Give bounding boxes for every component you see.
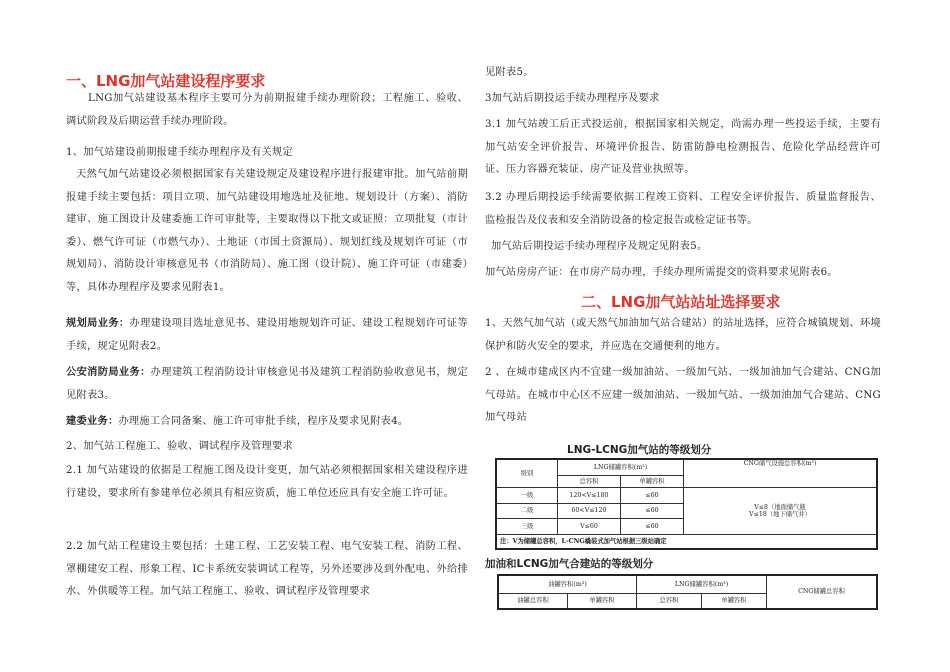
build-text: 办理施工合同备案、施工许可审批手续，程序及要求见附表4。 <box>118 416 409 427</box>
header-single-volume: 单罐容积 <box>621 476 684 488</box>
table-2-caption: 加油和LCNG加气合建站的等级划分 <box>485 558 654 570</box>
build-paragraph <box>66 411 468 434</box>
header-oil-single: 单罐容积 <box>568 593 637 609</box>
subsection-1-title: 1、加气站建设前期报建手续办理程序及有关规定 <box>66 147 294 158</box>
grade-table-2 <box>497 574 878 610</box>
planning-text: 办理建设项目选址意见书、建设用地规划许可证、建设工程规划许可证等手续，规定见附表2。 <box>66 318 468 352</box>
intro-paragraph: LNG加气站建设基本程序主要可分为前期报建手续办理阶段；工程施工、验收、调试阶段及后期运营手续办理阶段。 <box>66 93 468 127</box>
table-1-caption: LNG-LCNG加气站的等级划分 <box>567 444 712 456</box>
total-cell: 120<V≤180 <box>558 488 621 504</box>
header-oil-volume: 油罐容积(m³) <box>498 575 637 593</box>
cng-limit-2: V≤18（地下储气井） <box>749 511 811 519</box>
cng-limit-1: V≤8（地面储气瓶 <box>754 503 806 511</box>
header-cng-volume: CNG储气设施总容积(m³) <box>684 459 878 488</box>
table-1-note: 注：V为储罐总容积，L-CNG橇装式加气站根据三级站确定 <box>496 535 877 550</box>
subsection-2-title: 2、加气站工程施工、验收、调试程序及管理要求 <box>66 441 294 452</box>
subsection-1-body: 天然气加气站建设必须根据国家有关建设规定及建设程序进行报建审批。加气站前期报建手续主要包括：项目立项、加气站建设用地选址及征地、规划设计（方案）、消防建审、施工图设计及建委施工许可审批等，主要取得以下批文或证照：立项批复（市计委）、燃气许可证（市燃气办）、土地证（市国土资源局）、规划红线及规划许可证（市规划局）、消防设计审核意见书（市消防局）、施工图（设计院）、施工许可证（市建委）等，具体办理程序及要求见附表1。 <box>66 169 468 293</box>
subsection-3-2: 3.2 办理后期投运手续需要依据工程竣工资料、工程安全评价报告、质量监督报告、监检报告及仪表和安全消防设备的检定报告或检定证书等。 <box>485 192 881 226</box>
grade-cell: 三级 <box>496 519 558 535</box>
single-cell: ≤60 <box>621 519 684 535</box>
table-row <box>496 488 877 504</box>
site-rule-1: 1、天然气加气站（或天然气加油加气站合建站）的站址选择，应符合城镇规划、环境保护和防火安全的要求，并应选在交通便利的地方。 <box>485 318 881 352</box>
header-lng-total: 总容积 <box>637 593 702 609</box>
cng-limit-cell <box>684 488 878 535</box>
grade-cell: 一级 <box>496 488 558 504</box>
header-lng-volume: LNG储罐容积(m³) <box>637 575 767 593</box>
section-heading-2: 二、LNG加气站站址选择要求 <box>581 293 781 311</box>
header-grade: 级别 <box>496 459 558 488</box>
grade-table-1 <box>495 458 878 550</box>
subsection-3-2-note: 加气站后期投运手续办理程序及规定见附表5。 <box>491 241 708 252</box>
total-cell: 60<V≤120 <box>558 503 621 519</box>
section-heading-1: 一、LNG加气站建设程序要求 <box>66 72 266 90</box>
single-cell: ≤60 <box>621 488 684 504</box>
grade-cell: 二级 <box>496 503 558 519</box>
subsection-3-1: 3.1 加气站竣工后正式投运前，根据国家相关规定，尚需办理一些投运手续，主要有加气站安全评价报告、环境评价报告、防雷防静电检测报告、危险化学品经营许可证、压力容器充装证、房产证及营业执照等。 <box>485 119 881 175</box>
subsection-2-1: 2.1 加气站建设的依据是工程施工图及设计变更，加气站必须根据国家相关建设程序进行建设，要求所有参建单位必须具有相应资质，施工单位还应具有安全施工许可证。 <box>66 465 468 499</box>
single-cell: ≤60 <box>621 503 684 519</box>
continued-text: 见附表5。 <box>485 67 534 78</box>
site-rule-2: 2 、在城市建成区内不宜建一级加油站、一级加气站、一级加油加气合建站、CNG加气母站。在城市中心区不应建一级加油站、一级加气站、一级加油加气合建站、CNG加气母站 <box>485 367 881 423</box>
header-oil-total: 油罐总容积 <box>498 593 568 609</box>
subsection-2-2: 2.2 加气站工程建设主要包括：土建工程、工艺安装工程、电气安装工程、消防工程、罩棚建安工程、形象工程、IC卡系统安装调试工程等，另外还要涉及到外配电、外给排水、外供暖等工程。加气站工程施工、验收、调试程序及管理要求 <box>66 541 468 597</box>
planning-label: 规划局业务： <box>66 318 130 329</box>
fire-text: 办理建筑工程消防设计审核意见书及建筑工程消防验收意见书，规定见附表3。 <box>66 367 468 401</box>
header-total-volume: 总容积 <box>558 476 621 488</box>
build-label: 建委业务： <box>66 416 119 427</box>
fire-paragraph <box>66 362 468 407</box>
header-cng-total: CNG储罐总容积 <box>767 575 878 609</box>
fire-label: 公安消防局业务： <box>66 367 151 378</box>
subsection-3-title: 3加气站后期投运手续办理程序及要求 <box>485 93 660 104</box>
planning-paragraph <box>66 313 468 358</box>
property-paragraph: 加气站房房产证：在市房产局办理，手续办理所需提交的资料要求见附表6。 <box>485 267 838 278</box>
total-cell: V≤60 <box>558 519 621 535</box>
header-lng-single: 单罐容积 <box>702 593 767 609</box>
header-lng-volume: LNG储罐容积(m³) <box>558 459 684 476</box>
